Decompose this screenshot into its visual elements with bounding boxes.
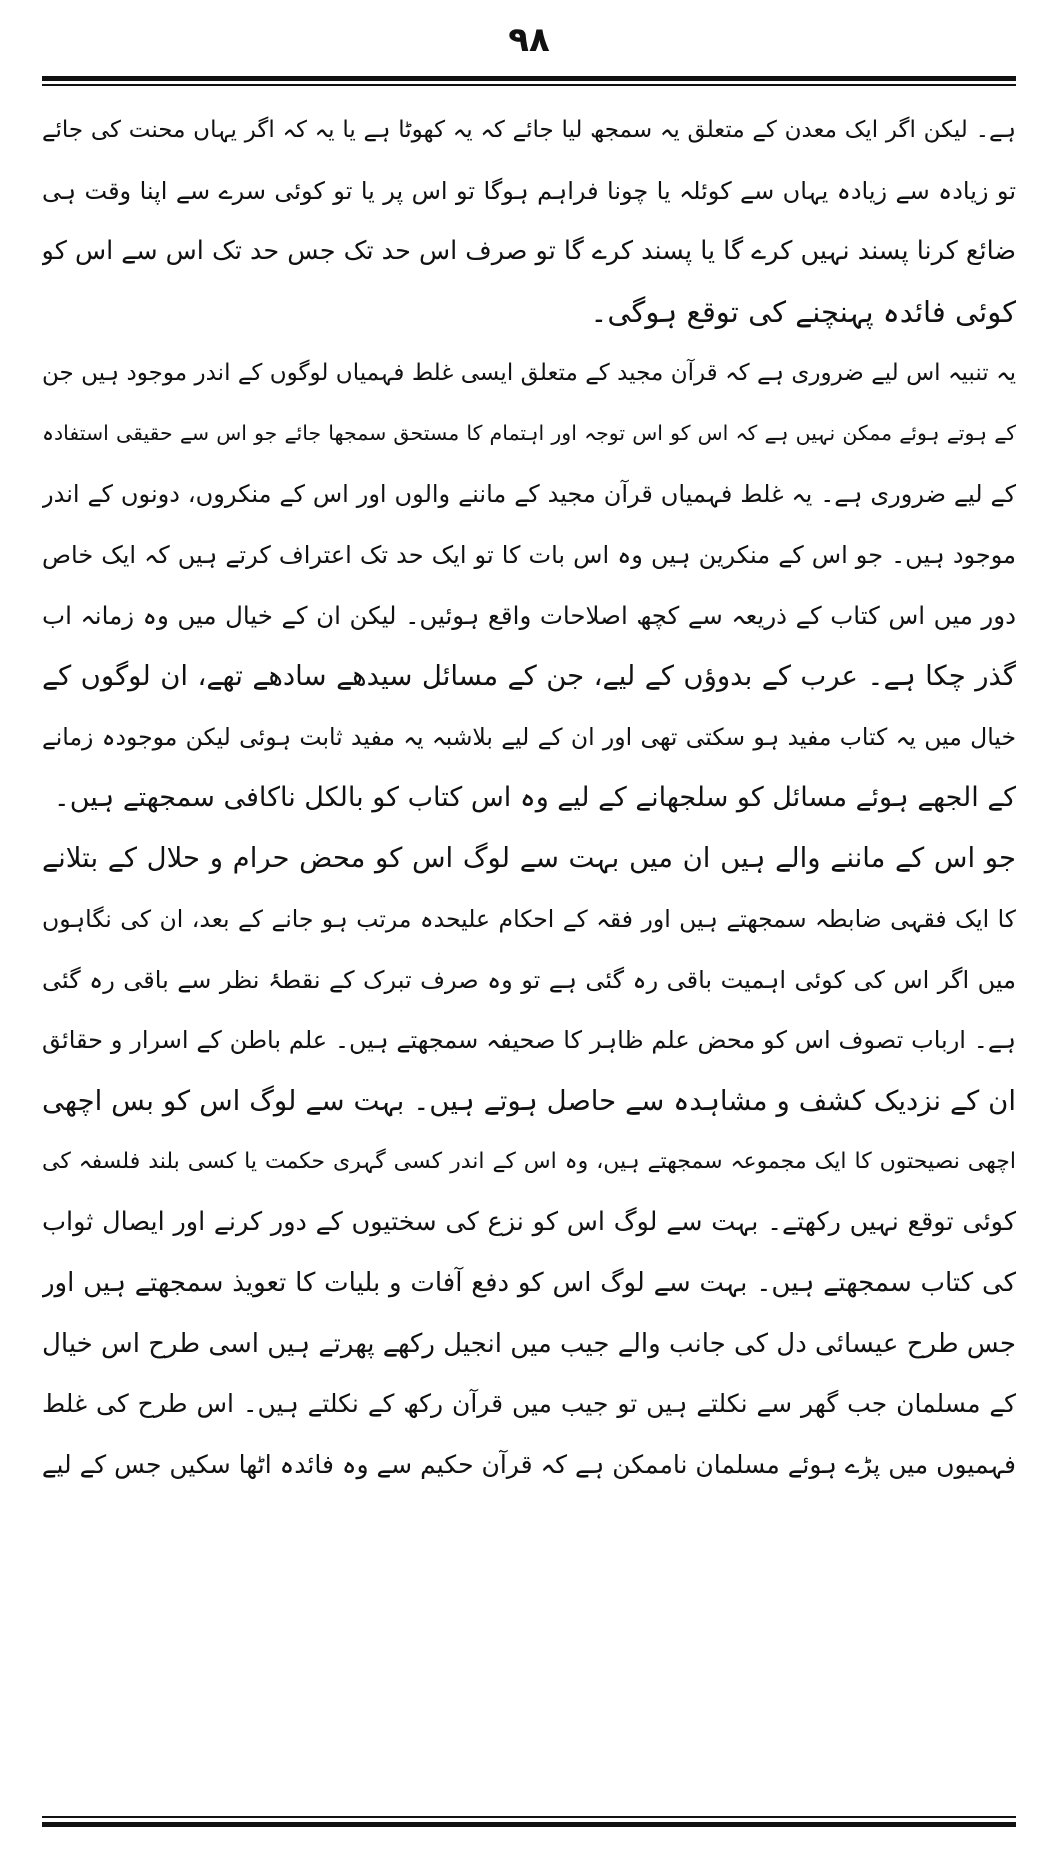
bottom-rule-thick — [42, 1822, 1016, 1827]
text-line: جس طرح عیسائی دل کی جانب والے جیب میں انجیل رکھے پھرتے ہیں اسی طرح اس خیال — [42, 1328, 1016, 1359]
bottom-rule-thin — [42, 1816, 1016, 1818]
text-line: کے مسلمان جب گھر سے نکلتے ہیں تو جیب میں قرآن رکھ کے نکلتے ہیں۔ اس طرح کی غلط — [42, 1389, 1016, 1419]
text-line: جو اس کے ماننے والے ہیں ان میں بہت سے لوگ اس کو محض حرام و حلال کے بتلانے — [42, 842, 1016, 875]
text-line: ہے۔ لیکن اگر ایک معدن کے متعلق یہ سمجھ لیا جائے کہ یہ کھوٹا ہے یا یہ کہ اگر یہاں محنت کی جائے — [42, 117, 1016, 143]
body-text — [42, 100, 1016, 1496]
text-line: اچھی نصیحتوں کا ایک مجموعہ سمجھتے ہیں، وہ اس کے اندر کسی گہری حکمت یا کسی بلند فلسفہ کی — [42, 1148, 1016, 1174]
text-line: موجود ہیں۔ جو اس کے منکرین ہیں وہ اس بات کا تو ایک حد تک اعتراف کرتے ہیں کہ ایک خاص — [42, 540, 1016, 569]
text-line: ان کے نزدیک کشف و مشاہدہ سے حاصل ہوتے ہیں۔ بہت سے لوگ اس کو بس اچھی — [42, 1085, 1016, 1117]
text-line: تو زیادہ سے زیادہ یہاں سے کوئلہ یا چونا فراہم ہوگا تو اس پر یا تو کوئی سرے سے اپنا وقت ہی — [42, 176, 1016, 205]
page-number: ۹۸ — [508, 20, 550, 60]
text-line: کے الجھے ہوئے مسائل کو سلجھانے کے لیے وہ اس کتاب کو بالکل ناکافی سمجھتے ہیں۔ — [53, 781, 1016, 813]
text-line: دور میں اس کتاب کے ذریعہ سے کچھ اصلاحات واقع ہوئیں۔ لیکن ان کے خیال میں وہ زمانہ اب — [42, 600, 1016, 630]
text-line: کے لیے ضروری ہے۔ یہ غلط فہمیاں قرآن مجید کے ماننے والوں اور اس کے منکروں، دونوں کے اندر — [42, 480, 1016, 509]
text-line: خیال میں یہ کتاب مفید ہو سکتی تھی اور ان کے لیے بلاشبہ یہ مفید ثابت ہوئی لیکن موجودہ زمانے — [42, 722, 1016, 751]
text-line: کوئی توقع نہیں رکھتے۔ بہت سے لوگ اس کو نزع کی سختیوں کے دور کرنے اور ایصال ثواب — [42, 1207, 1016, 1238]
text-line: گذر چکا ہے۔ عرب کے بدوؤں کے لیے، جن کے مسائل سیدھے سادھے تھے، ان لوگوں کے — [42, 660, 1016, 693]
text-line: فہمیوں میں پڑے ہوئے مسلمان ناممکن ہے کہ قرآن حکیم سے وہ فائدہ اٹھا سکیں جس کے لیے — [42, 1450, 1016, 1480]
text-line: ہے۔ ارباب تصوف اس کو محض علم ظاہر کا صحیفہ سمجھتے ہیں۔ علم باطن کے اسرار و حقائق — [42, 1026, 1016, 1055]
text-line: میں اگر اس کی کوئی اہمیت باقی رہ گئی ہے تو وہ صرف تبرک کے نقطۂ نظر سے باقی رہ گئی — [42, 965, 1016, 994]
text-line: کوئی فائدہ پہنچنے کی توقع ہوگی۔ — [590, 295, 1016, 330]
text-line: ضائع کرنا پسند نہیں کرے گا یا پسند کرے گا تو صرف اس حد تک جس حد تک اس سے اس کو — [42, 236, 1016, 267]
top-rule-thin — [42, 84, 1016, 86]
text-line: کے ہوتے ہوئے ممکن نہیں ہے کہ اس کو اس توجہ اور اہتمام کا مستحق سمجھا جائے جو اس سے حقیقی استفادہ — [42, 421, 1016, 446]
text-line: یہ تنبیہ اس لیے ضروری ہے کہ قرآن مجید کے متعلق ایسی غلط فہمیاں لوگوں کے اندر موجود ہیں جن — [42, 359, 1016, 386]
text-line: کا ایک فقہی ضابطہ سمجھتے ہیں اور فقہ کے احکام علیحدہ مرتب ہو جانے کے بعد، ان کی نگاہوں — [42, 904, 1016, 933]
text-line: کی کتاب سمجھتے ہیں۔ بہت سے لوگ اس کو دفع آفات و بلیات کا تعویذ سمجھتے ہیں اور — [42, 1268, 1016, 1299]
top-rule-thick — [42, 76, 1016, 81]
